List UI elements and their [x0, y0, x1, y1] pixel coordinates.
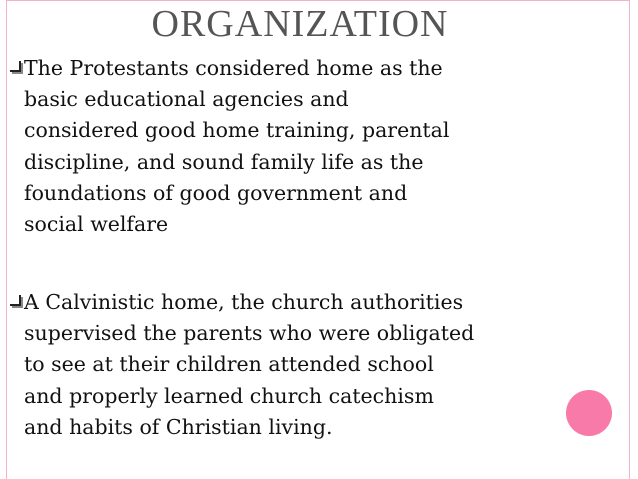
bullet-line: considered good home training, parental	[24, 118, 450, 143]
square-bullet-icon	[10, 61, 21, 72]
bullet-line: foundations of good government and	[24, 180, 408, 205]
pink-circle-decoration	[566, 390, 612, 436]
bullet-line: to see at their children attended school	[24, 352, 434, 377]
bullet-line: supervised the parents who were obligated	[24, 321, 475, 346]
bullet-line: discipline, and sound family life as the	[24, 149, 424, 174]
slide-title: ORGANIZATION	[151, 3, 449, 45]
bullet-line: social welfare	[24, 212, 169, 237]
top-border-line	[6, 0, 630, 1]
bullet-line: A Calvinistic home, the church authorities	[7, 287, 619, 318]
bullet-item-calvinistic	[7, 287, 619, 443]
square-bullet-icon	[10, 295, 21, 306]
right-border-line	[629, 0, 630, 479]
bullet-line: basic educational agencies and	[24, 87, 349, 112]
bullet-line: and properly learned church catechism	[24, 383, 434, 408]
bullet-item-protestants	[7, 53, 619, 240]
bullet-line: and habits of Christian living.	[24, 414, 333, 439]
bullet-line: The Protestants considered home as the	[7, 53, 619, 84]
